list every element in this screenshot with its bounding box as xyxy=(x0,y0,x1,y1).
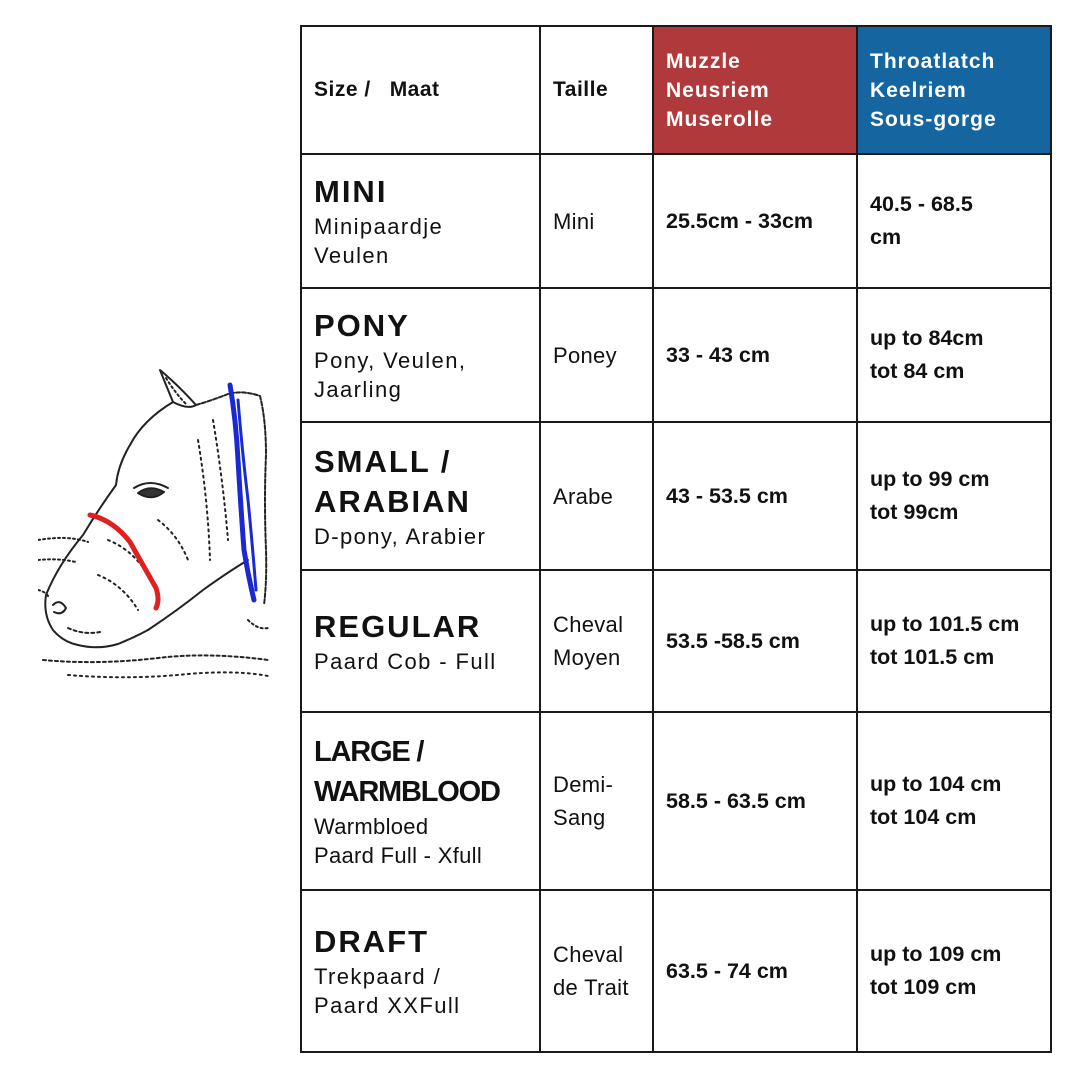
muzzle-strap-red xyxy=(90,515,158,608)
size-column-header: Size / Maat xyxy=(301,26,540,154)
throatlatch-cell: up to 109 cm tot 109 cm xyxy=(857,890,1051,1052)
table-row xyxy=(301,422,1051,570)
throatlatch-cell: up to 84cm tot 84 cm xyxy=(857,288,1051,422)
size-cell: MINI Minipaardje Veulen xyxy=(301,154,540,288)
size-cell: DRAFT Trekpaard / Paard XXFull xyxy=(301,890,540,1052)
throatlatch-cell: up to 104 cm tot 104 cm xyxy=(857,712,1051,890)
taille-cell: Cheval de Trait xyxy=(540,890,653,1052)
taille-cell: Arabe xyxy=(540,422,653,570)
muzzle-cell: 43 - 53.5 cm xyxy=(653,422,857,570)
muzzle-column-header: Muzzle Neusriem Muserolle xyxy=(653,26,857,154)
table-row xyxy=(301,288,1051,422)
muzzle-cell: 63.5 - 74 cm xyxy=(653,890,857,1052)
throatlatch-cell: up to 101.5 cm tot 101.5 cm xyxy=(857,570,1051,712)
table-row xyxy=(301,154,1051,288)
size-cell: PONY Pony, Veulen, Jaarling xyxy=(301,288,540,422)
horse-halter-illustration xyxy=(38,360,270,690)
taille-cell: Poney xyxy=(540,288,653,422)
muzzle-cell: 53.5 -58.5 cm xyxy=(653,570,857,712)
taille-cell: Mini xyxy=(540,154,653,288)
size-cell: SMALL / ARABIAN D-pony, Arabier xyxy=(301,422,540,570)
table-row xyxy=(301,712,1051,890)
muzzle-cell: 33 - 43 cm xyxy=(653,288,857,422)
taille-cell: Cheval Moyen xyxy=(540,570,653,712)
muzzle-cell: 25.5cm - 33cm xyxy=(653,154,857,288)
table-row xyxy=(301,890,1051,1052)
muzzle-cell: 58.5 - 63.5 cm xyxy=(653,712,857,890)
table-row xyxy=(301,570,1051,712)
throatlatch-cell: up to 99 cm tot 99cm xyxy=(857,422,1051,570)
size-cell: LARGE / WARMBLOOD Warmbloed Paard Full - Xfull xyxy=(301,712,540,890)
taille-column-header: Taille xyxy=(540,26,653,154)
size-chart-table xyxy=(300,25,1052,1053)
taille-cell: Demi- Sang xyxy=(540,712,653,890)
size-cell: REGULAR Paard Cob - Full xyxy=(301,570,540,712)
throatlatch-column-header: Throatlatch Keelriem Sous-gorge xyxy=(857,26,1051,154)
header-row xyxy=(301,26,1051,154)
throatlatch-strap-blue xyxy=(230,385,254,600)
throatlatch-cell: 40.5 - 68.5 cm xyxy=(857,154,1051,288)
